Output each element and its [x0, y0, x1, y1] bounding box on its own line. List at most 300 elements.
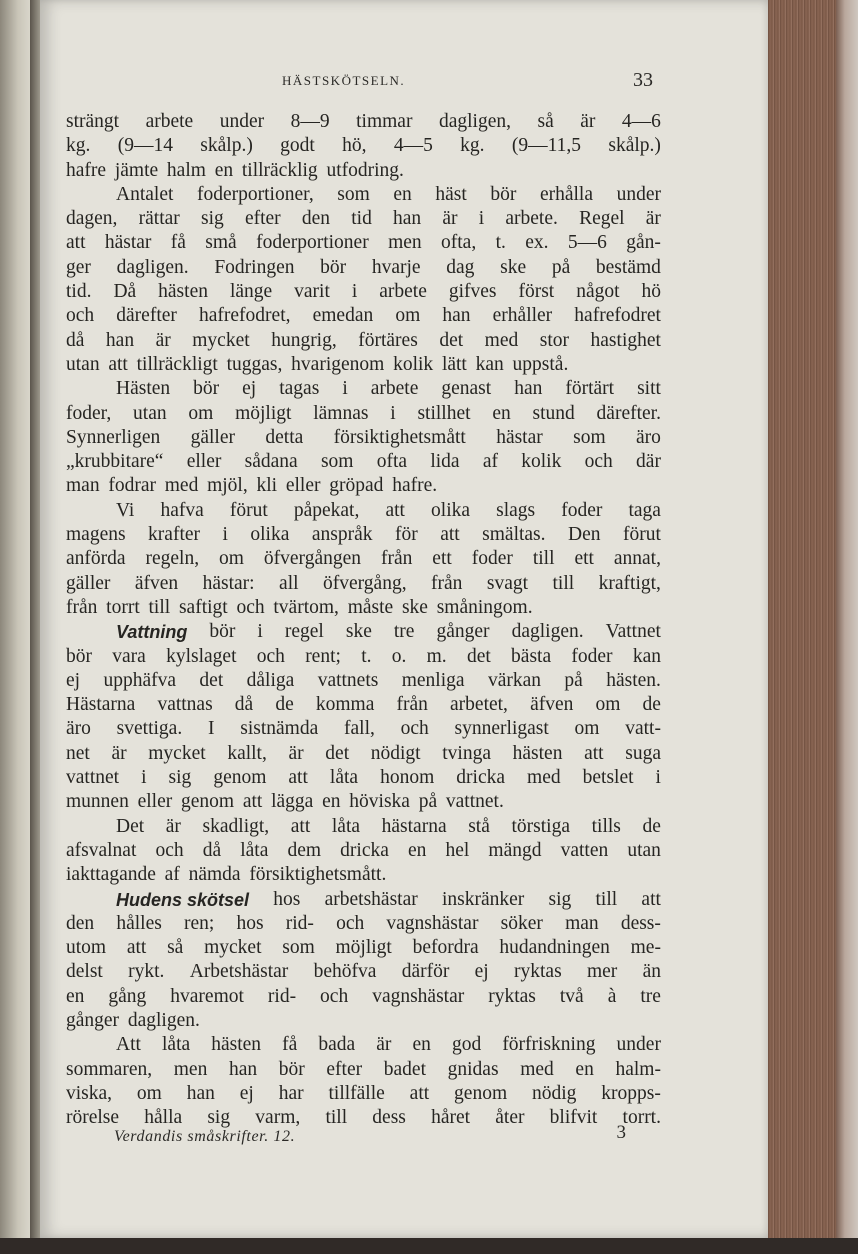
word: dagligen. [116, 256, 189, 278]
word: anförda [66, 548, 126, 570]
word: gånger [436, 621, 490, 643]
word: anspråk [311, 524, 373, 546]
word: hos [236, 912, 264, 934]
word: inskränker [441, 888, 525, 910]
text-line [66, 450, 661, 474]
text-line [66, 766, 661, 790]
word: rörelse [66, 1107, 120, 1129]
word: mycket [204, 937, 262, 959]
word: ej [239, 1082, 254, 1104]
text-line [66, 426, 661, 450]
text-line [66, 693, 661, 717]
word: mjöl, [207, 475, 248, 497]
text-line [66, 669, 661, 693]
word: låta [331, 815, 361, 837]
word: genom [181, 791, 235, 813]
word: varm, [255, 1107, 301, 1129]
word: dagligen. [511, 621, 584, 643]
word: en [407, 839, 427, 861]
word: bästa [511, 645, 552, 667]
text-line [66, 159, 661, 183]
word: 8—9 [290, 111, 330, 132]
word: rid- [267, 985, 297, 1007]
word: få [170, 232, 186, 254]
word: hö [641, 281, 661, 303]
word: nödigt [370, 742, 421, 764]
word: ske [345, 621, 372, 643]
word: utan [133, 402, 167, 424]
word: tre [393, 621, 415, 643]
page-header [282, 69, 742, 97]
word: me- [630, 937, 661, 959]
word: med [164, 475, 199, 497]
word: svagt [486, 572, 529, 594]
word: torrt [106, 596, 140, 618]
word: halm- [615, 1058, 661, 1080]
word: i [257, 621, 263, 643]
word: vagnshästar [386, 912, 479, 934]
word: I [207, 718, 215, 740]
word: Regel [579, 208, 625, 230]
word: vattnet [66, 767, 120, 789]
word: förut [622, 524, 661, 546]
word: skadligt, [202, 815, 270, 837]
word: på [418, 791, 438, 813]
word: möjligt [235, 402, 292, 424]
word: hästen [211, 1034, 262, 1056]
word: nämda [188, 864, 241, 886]
word: strängt [66, 111, 120, 132]
word: badet [383, 1058, 426, 1080]
word: förtärt [565, 378, 615, 400]
word: foder, [66, 402, 112, 424]
word: han [186, 1082, 215, 1104]
text-line [66, 839, 661, 863]
word: tid [351, 208, 372, 230]
word: det [439, 329, 464, 351]
word: honom [380, 767, 435, 789]
text-line [66, 329, 661, 353]
word: tillräcklig [241, 159, 318, 181]
word: är [111, 742, 127, 764]
word: saftigt [178, 596, 228, 618]
word: under [219, 111, 265, 132]
text-line [66, 790, 661, 814]
word: hafre [66, 159, 107, 181]
word: äfven [530, 694, 574, 716]
word: höviska [349, 791, 410, 813]
text-line [66, 985, 661, 1009]
text-line [66, 1058, 661, 1082]
word: och [336, 912, 365, 934]
word: ej [474, 961, 489, 983]
word: men [173, 1058, 208, 1080]
word: dess [372, 1107, 406, 1129]
word: foder [561, 499, 603, 521]
word: låta [240, 839, 269, 861]
text-line [66, 1082, 661, 1106]
word: erhåller [492, 305, 553, 327]
word: kg. [460, 135, 485, 157]
word: 4—5 [393, 135, 433, 157]
word: vagnshästar [372, 985, 465, 1007]
word: Att [116, 1034, 141, 1056]
word: är [165, 815, 181, 837]
body-text [66, 110, 661, 1130]
side-heading: Vattning [116, 622, 188, 643]
word: än [642, 961, 661, 983]
word: ex. [525, 232, 549, 254]
word: för [394, 524, 418, 546]
text-line [66, 596, 661, 620]
word: från [66, 596, 98, 618]
word: men [388, 232, 422, 254]
word: gröpad [329, 475, 384, 497]
word: och [236, 596, 265, 618]
word: arbetet, [450, 694, 508, 716]
word: genom [454, 1082, 508, 1104]
word: han [393, 208, 422, 230]
word: den [301, 208, 331, 230]
word: arbete. [505, 208, 558, 230]
word: hästarna [381, 815, 447, 837]
word: annat, [613, 548, 661, 570]
word: från [431, 572, 463, 594]
text-line [66, 134, 661, 158]
word: stillhet [417, 402, 471, 424]
word: (9—11,5 [511, 135, 582, 157]
word: vattnets [317, 669, 379, 691]
word: hel [445, 839, 470, 861]
word: t. [361, 645, 372, 667]
word: under [616, 183, 661, 205]
word: tvärtom, [273, 596, 339, 618]
word: genast [441, 378, 492, 400]
word: suga [625, 742, 661, 764]
word: mycket [192, 329, 250, 351]
word: gång [108, 985, 147, 1007]
word: erhålla [539, 183, 593, 205]
word: de [642, 694, 661, 716]
word: eller [186, 451, 222, 473]
word: gäller [66, 572, 111, 594]
word: kallt, [227, 742, 267, 764]
word: att [242, 791, 263, 813]
word: om [595, 694, 621, 716]
word: att [66, 232, 86, 254]
word: à [607, 985, 617, 1007]
word: man [565, 912, 599, 934]
text-line [66, 183, 661, 207]
word: att [584, 742, 604, 764]
word: nödig [532, 1082, 577, 1104]
word: bör [320, 256, 347, 278]
text-line [66, 645, 661, 669]
word: afsvalnat [66, 839, 137, 861]
text-line [66, 523, 661, 547]
word: har [278, 1082, 304, 1104]
word: från [396, 694, 428, 716]
word: kraftigt, [598, 572, 661, 594]
word: dricka [456, 767, 506, 789]
text-line [66, 717, 661, 741]
word: torrt. [622, 1107, 661, 1129]
word: en [492, 402, 511, 424]
word: hålles [116, 912, 162, 934]
word: ryktas [514, 961, 562, 983]
text-line [66, 742, 661, 766]
word: lida [430, 451, 460, 473]
word: om [219, 548, 244, 570]
word: iakttagande [66, 864, 156, 886]
word: gnidas [447, 1058, 499, 1080]
word: af [482, 451, 498, 473]
word: Det [116, 815, 145, 837]
word: smältas. [482, 524, 546, 546]
word: upphäfva [103, 669, 177, 691]
word: dess- [620, 912, 661, 934]
word: vatt- [625, 718, 661, 740]
word: gånger [66, 1009, 120, 1031]
word: godt [280, 135, 315, 157]
word: i [655, 767, 661, 789]
word: vatten [560, 839, 609, 861]
word: under [616, 1034, 661, 1056]
word: som [337, 183, 370, 205]
word: där [636, 451, 661, 473]
word: Vi [116, 499, 135, 521]
word: viska, [66, 1082, 113, 1104]
word: hästar [104, 232, 152, 254]
word: krafter [148, 524, 201, 546]
running-head: HÄSTSKÖTSELN. [282, 73, 406, 88]
side-heading: Hudens skötsel [116, 889, 250, 910]
word: lämnas [313, 402, 369, 424]
word: en [66, 985, 85, 1007]
word: befordra [412, 937, 479, 959]
word: äro [66, 718, 91, 740]
word: hafva [160, 499, 204, 521]
word: kolik [393, 353, 434, 375]
word: i [141, 767, 147, 789]
word: regeln, [145, 548, 200, 570]
word: man [66, 475, 100, 497]
word: Den [568, 524, 601, 546]
word: ett [432, 548, 452, 570]
word: förut [229, 499, 268, 521]
word: de [275, 694, 294, 716]
text-line [66, 547, 661, 571]
word: att [290, 815, 311, 837]
word: tvinga [442, 742, 491, 764]
word: i [351, 281, 358, 303]
word: ofta, [441, 232, 477, 254]
word: dricka [340, 839, 389, 861]
word: som [573, 426, 606, 448]
word: törstiga [511, 815, 570, 837]
word: småningom. [436, 596, 533, 618]
word: detta [265, 426, 304, 448]
word: hos [273, 888, 301, 910]
text-line [66, 280, 661, 304]
word: länge [229, 281, 273, 303]
word: bestämd [595, 256, 661, 278]
word: foderportioner [256, 232, 369, 254]
word: hafre. [392, 475, 438, 497]
word: sig [200, 208, 224, 230]
word: ren; [183, 912, 215, 934]
word: arbete [145, 111, 194, 132]
word: hastighet [590, 329, 661, 351]
word: halm [166, 159, 206, 181]
word: hungrig, [271, 329, 337, 351]
page-edges [768, 0, 858, 1238]
word: är [288, 742, 304, 764]
word: rättar [138, 208, 180, 230]
word: Då [113, 281, 137, 303]
word: mer [586, 961, 618, 983]
word: att [288, 767, 308, 789]
word: och [584, 451, 613, 473]
word: Vattnet [605, 621, 661, 643]
word: munnen [66, 791, 129, 813]
word: ryktas [488, 985, 536, 1007]
word: låta [329, 767, 359, 789]
word: tillräckligt [136, 353, 218, 375]
word: i [342, 378, 348, 400]
word: söker [500, 912, 543, 934]
word: och [400, 718, 429, 740]
word: är [376, 1034, 392, 1056]
word: det [466, 645, 491, 667]
word: i [222, 524, 228, 546]
word: sig [548, 888, 572, 910]
word: är [580, 111, 596, 132]
text-line [66, 960, 661, 984]
word: „krubbitare“ [66, 451, 164, 473]
word: utom [66, 937, 107, 959]
text-line [66, 207, 661, 231]
word: små [205, 232, 237, 254]
word: ske [500, 256, 527, 278]
word: sitt [637, 378, 661, 400]
word: efter [244, 208, 281, 230]
word: foder [571, 645, 613, 667]
word: hästen. [606, 669, 661, 691]
word: tre [640, 985, 661, 1007]
page-number: 33 [633, 69, 653, 91]
word: utan [66, 353, 100, 375]
word: till [148, 596, 171, 618]
word: låta [162, 1034, 191, 1056]
word: om [188, 402, 214, 424]
word: vattnas [157, 694, 213, 716]
word: gäller [190, 426, 235, 448]
text-line [66, 353, 661, 377]
word: dagligen. [127, 1009, 200, 1031]
word: hålla [144, 1107, 183, 1129]
text-line [66, 304, 661, 328]
word: foderportioner, [196, 183, 314, 205]
word: foder [471, 548, 513, 570]
word: olika [250, 524, 290, 546]
word: mycket [148, 742, 206, 764]
word: delst [66, 961, 103, 983]
word: äfven [134, 572, 179, 594]
word: taga [628, 499, 661, 521]
word: bör [66, 645, 92, 667]
word: om [136, 1082, 162, 1104]
word: dagen, [66, 208, 118, 230]
word: de [642, 815, 661, 837]
word: all [279, 572, 299, 594]
word: Arbetshästar [189, 961, 289, 983]
word: bör [209, 621, 236, 643]
word: olika [431, 499, 471, 521]
word: det [325, 742, 350, 764]
word: uppstå. [512, 353, 569, 375]
word: försiktighetsmått. [249, 864, 387, 886]
word: vattnet. [445, 791, 504, 813]
word: bör [278, 1058, 305, 1080]
word: god [451, 1034, 482, 1056]
word: Fodringen [214, 256, 295, 278]
word: stund [532, 402, 575, 424]
word: en [575, 1058, 594, 1080]
word: dåliga [246, 669, 295, 691]
word: gån- [626, 232, 661, 254]
word: o. [391, 645, 407, 667]
word: hästar: [202, 572, 255, 594]
text-line [66, 1033, 661, 1057]
word: menliga [401, 669, 465, 691]
scan-bottom-strip [0, 1238, 858, 1254]
word: m. [426, 645, 447, 667]
word: slags [496, 499, 536, 521]
word: sistnämda [240, 718, 319, 740]
word: då [234, 694, 254, 716]
word: den [66, 912, 95, 934]
word: då [66, 329, 85, 351]
text-line [66, 1009, 661, 1033]
word: hvarigenom [291, 353, 385, 375]
word: åter [495, 1107, 525, 1129]
word: blifvit [549, 1107, 598, 1129]
word: möjligt [335, 937, 392, 959]
word: om [395, 305, 421, 327]
word: att [641, 888, 661, 910]
word: med [484, 329, 519, 351]
word: att [126, 937, 147, 959]
text-line [66, 815, 661, 839]
word: kropps- [601, 1082, 661, 1104]
word: hvarje [371, 256, 421, 278]
word: att [440, 524, 460, 546]
signature-number: 3 [616, 1122, 626, 1143]
word: net [66, 742, 90, 764]
word: dagligen, [438, 111, 511, 132]
word: håret [431, 1107, 471, 1129]
word: på [564, 669, 583, 691]
word: hafrefodret, [199, 305, 291, 327]
word: dem [287, 839, 322, 861]
left-page-edge [0, 0, 30, 1254]
word: äro [636, 426, 661, 448]
word: svettiga. [116, 718, 183, 740]
word: från [380, 548, 413, 570]
word: efter [326, 1058, 363, 1080]
word: arbetshästar [324, 888, 418, 910]
